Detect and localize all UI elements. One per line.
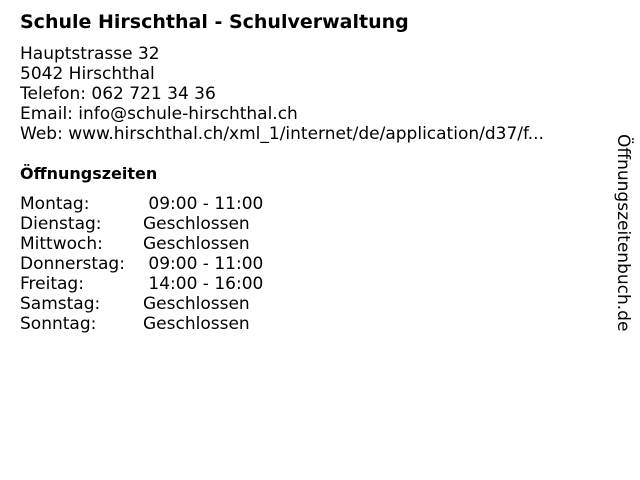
hours-row xyxy=(20,274,263,294)
hours-row xyxy=(20,314,263,334)
day-label: Donnerstag: xyxy=(20,254,125,274)
day-label: Freitag: xyxy=(20,274,84,294)
hours-row xyxy=(20,294,263,314)
time-value: Geschlossen xyxy=(143,294,250,314)
city-line: 5042 Hirschthal xyxy=(20,64,155,84)
web-line: Web: www.hirschthal.ch/xml_1/internet/de/application/d37/f... xyxy=(20,124,544,144)
email-line: Email: info@schule-hirschthal.ch xyxy=(20,104,298,124)
address-block xyxy=(20,44,590,144)
day-label: Montag: xyxy=(20,194,90,214)
opening-hours-heading: Öffnungszeiten xyxy=(20,164,158,183)
opening-hours-table xyxy=(20,194,263,334)
hours-row xyxy=(20,214,263,234)
time-value: Geschlossen xyxy=(143,214,250,234)
time-value: Geschlossen xyxy=(143,314,250,334)
day-label: Mittwoch: xyxy=(20,234,103,254)
brand-watermark xyxy=(612,134,636,364)
time-value: 14:00 - 16:00 xyxy=(143,274,264,294)
brand-text: Öffnungszeitenbuch.de xyxy=(613,134,633,332)
hours-row xyxy=(20,234,263,254)
hours-row xyxy=(20,194,263,214)
phone-line: Telefon: 062 721 34 36 xyxy=(20,84,216,104)
business-title: Schule Hirschthal - Schulverwaltung xyxy=(20,11,409,33)
time-value: Geschlossen xyxy=(143,234,250,254)
street-line: Hauptstrasse 32 xyxy=(20,44,160,64)
day-label: Samstag: xyxy=(20,294,101,314)
hours-row xyxy=(20,254,263,274)
time-value: 09:00 - 11:00 xyxy=(143,254,264,274)
day-label: Sonntag: xyxy=(20,314,97,334)
day-label: Dienstag: xyxy=(20,214,102,234)
time-value: 09:00 - 11:00 xyxy=(143,194,264,214)
business-card xyxy=(20,10,590,334)
